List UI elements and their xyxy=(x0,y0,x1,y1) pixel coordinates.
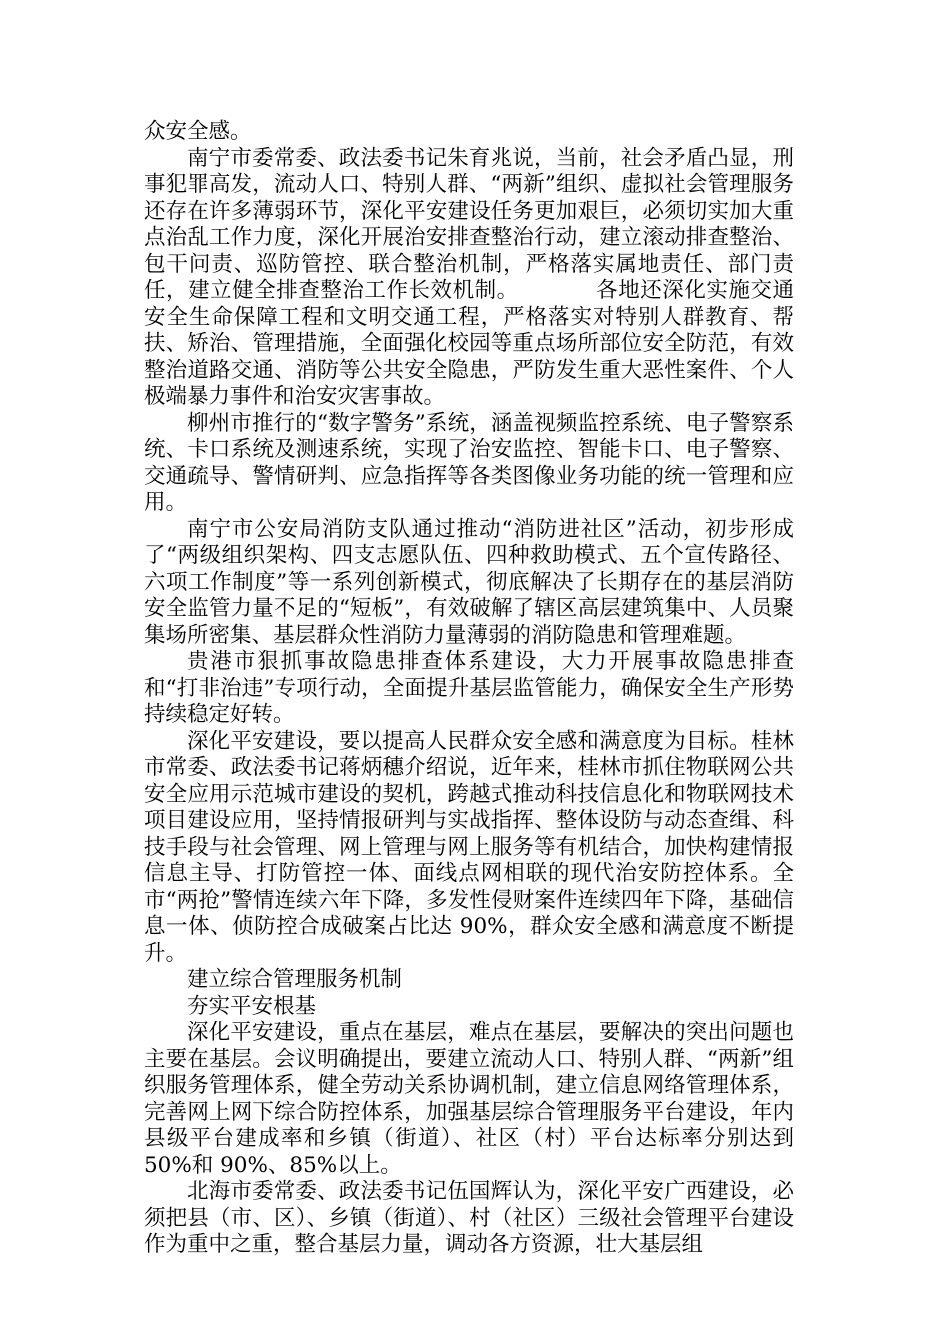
paragraph-guigang-safety: 贵港市狠抓事故隐患排查体系建设，大力开展事故隐患排查和“打非治违”专项行动，全面提升基层监管能力，确保安全生产形势持续稳定好转。 xyxy=(144,649,794,727)
section-heading-line-1: 建立综合管理服务机制 xyxy=(187,967,403,992)
paragraph-beihai: 北海市委常委、政法委书记伍国辉认为，深化平安广西建设，必须把县（市、区）、乡镇（街道）、村（社区）三级社会管理平台建设作为重中之重，整合基层力量，调动各方资源，壮大基层组 xyxy=(144,1179,794,1257)
paragraph-liuzhou-digital-policing: 柳州市推行的“数字警务”系统，涵盖视频监控系统、电子警察系统、卡口系统及测速系统，实现了治安监控、智能卡口、电子警察、交通疏导、警情研判、应急指挥等各类图像业务功能的统一管理和应用。 xyxy=(144,410,794,515)
paragraph-nanning-committee: 南宁市委常委、政法委书记朱育兆说，当前，社会矛盾凸显，刑事犯罪高发，流动人口、特别人群、“两新”组织、虚拟社会管理服务还存在许多薄弱环节，深化平安建设任务更加艰巨，必须切实加大重点治乱工作力度，深化开展治安排查整治行动，建立滚动排查整治、包干问责、巡防管控、联合整治机制，严格落实属地责任、部门责任，建立健全排查整治工作长效机制。 各地还深化实施交通安全生命保障工程和文明交通工程，严格落实对特别人群教育、帮扶、矫治、管理措施，全面强化校园等重点场所部位安全防范，有效整治道路交通、消防等公共安全隐患，严防发生重大恶性案件、个人极端暴力事件和治安灾害事故。 xyxy=(144,145,794,409)
paragraph-guilin-iot: 深化平安建设，要以提高人民群众安全感和满意度为目标。桂林市常委、政法委书记蒋炳穗介绍说，近年来，桂林市抓住物联网公共安全应用示范城市建设的契机，跨越式推动科技信息化和物联网技术项目建设应用，坚持情报研判与实战指挥、整体设防与动态查缉、科技手段与社会管理、网上管理与网上服务等有机结合，加快构建情报信息主导、打防管控一体、面线点网相联的现代治安防控体系。全市“两抢”警情连续六年下降，多发性侵财案件连续四年下降，基础信息一体、侦防控合成破案占比达 90%，群众安全感和满意度不断提升。 xyxy=(144,728,794,966)
paragraph-nanning-fire-brigade: 南宁市公安局消防支队通过推动“消防进社区”活动，初步形成了“两级组织架构、四支志愿队伍、四种救助模式、五个宣传路径、六项工作制度”等一系列创新模式，彻底解决了长期存在的基层消防安全监管力量不足的“短板”，有效破解了辖区高层建筑集中、人员聚集场所密集、基层群众性消防力量薄弱的消防隐患和管理难题。 xyxy=(144,516,794,648)
section-heading-line-2: 夯实平安根基 xyxy=(187,993,317,1019)
paragraph-fragment: 众安全感。 xyxy=(144,119,252,144)
article-body xyxy=(144,119,794,1259)
paragraph-grassroots: 深化平安建设，重点在基层，难点在基层，要解决的突出问题也主要在基层。会议明确提出，要建立流动人口、特别人群、“两新”组织服务管理体系，健全劳动关系协调机制，建立信息网络管理体系，完善网上网下综合防控体系，加强基层综合管理服务平台建设，年内县级平台建成率和乡镇（街道）、社区（村）平台达标率分别达到 50%和 90%、85%以上。 xyxy=(144,1020,794,1178)
